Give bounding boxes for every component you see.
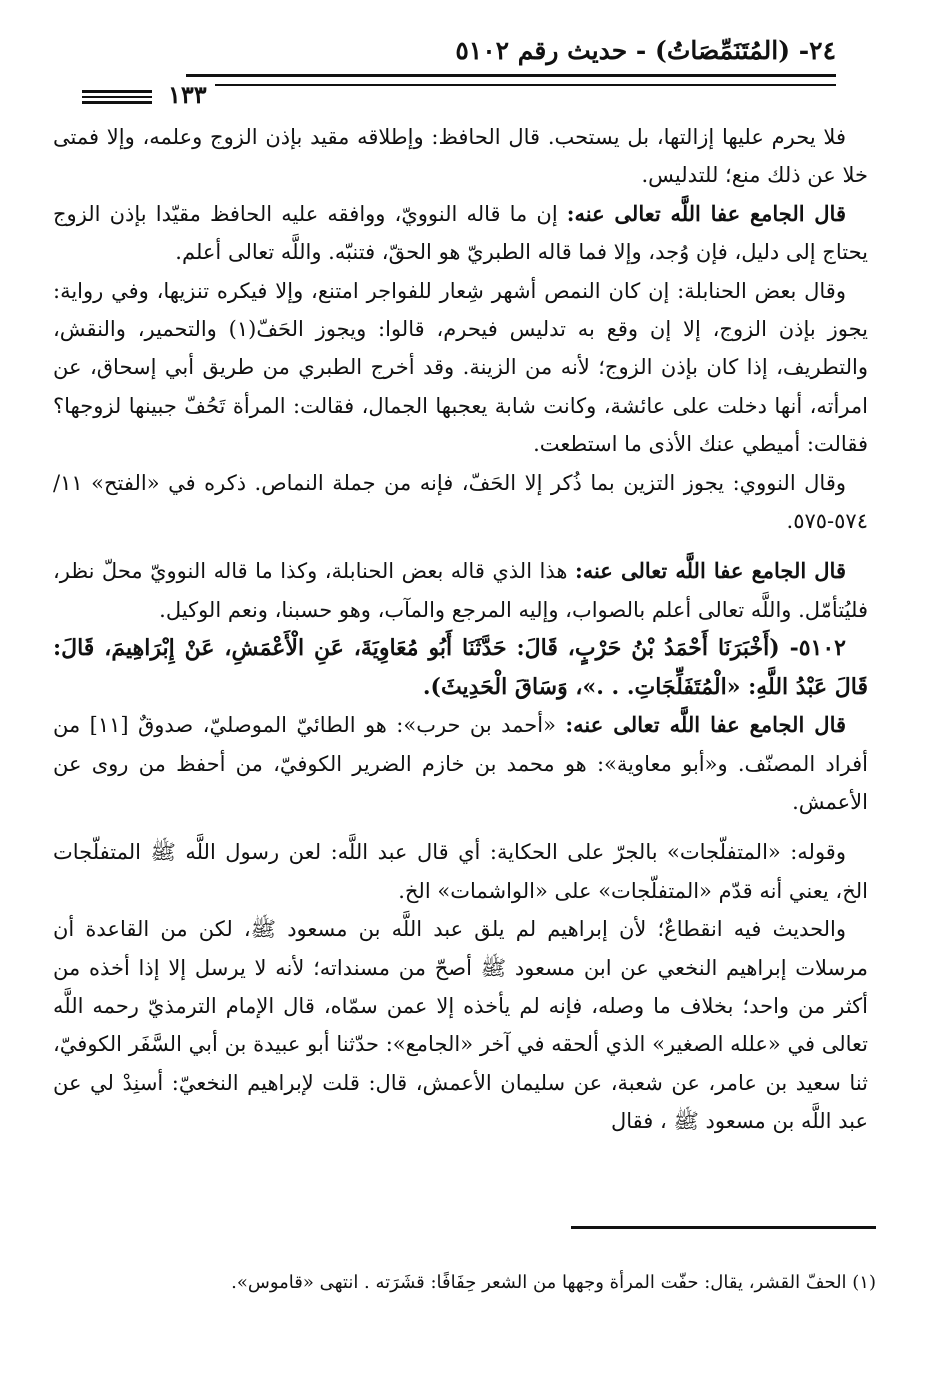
paragraph-text: هذا الذي قاله بعض الحنابلة، وكذا ما قاله النوويّ محلّ نظر، فليُتأمّل. واللَّه تعالى أعلم بالصواب، وإليه المرجع والمآب، وهو حسبنا، ونعم الوكيل. bbox=[53, 559, 868, 622]
paragraph: وقوله: «المتفلّجات» بالجرّ على الحكاية: أي قال عبد اللَّه: لعن رسول اللَّه ﷺ المتفلّجات الخ، يعني أنه قدّم «المتفلّجات» على «الواشمات» الخ. bbox=[53, 840, 868, 903]
header-divider bbox=[186, 74, 836, 86]
paragraph: والحديث فيه انقطاعٌ؛ لأن إبراهيم لم يلق عبد اللَّه بن مسعود ﷺ، لكن من القاعدة أن مرسلات إبراهيم النخعي عن ابن مسعود ﷺ أصحّ من مسنداته؛ لأنه لا يرسل إلا إذا أخذه من أكثر من واحد؛ بخلاف ما وصله، فإنه لم يأخذه إلا عمن سمّاه، قال الإمام الترمذيّ رحمه اللَّه تعالى في «علله الصغير» الذي ألحقه في آخر «الجامع»: حدّثنا أبو عبيدة بن أبي السَّفَر الكوفيّ، ثنا سعيد بن عامر، عن شعبة، عن سليمان الأعمش، قال: قلت لإبراهيم النخعيّ: أسنِدْ لي عن عبد اللَّه بن مسعود ﷺ ، فقال bbox=[53, 917, 868, 1134]
author-note-label: قال الجامع عفا اللَّه تعالى عنه: bbox=[574, 558, 846, 584]
author-note-label: قال الجامع عفا اللَّه تعالى عنه: bbox=[565, 712, 847, 738]
chapter-heading: ٢٤- (المُتَنَمِّصَاتُ) - حديث رقم ٥١٠٢ bbox=[455, 36, 836, 65]
paragraph bbox=[53, 195, 868, 272]
paragraph: وقال النووي: يجوز التزين بما ذُكر إلا الحَفّ، فإنه من جملة النماص. ذكره في «الفتح» ١١/ ٥٧٤-٥٧٥. bbox=[53, 470, 868, 534]
hadith-text: ٥١٠٢- (أَخْبَرَنَا أَحْمَدُ بْنُ حَرْبٍ، قَالَ: حَدَّثَنَا أَبُو مُعَاوِيَةَ، عَنِ الْأَعْمَشِ، عَنْ إِبْرَاهِيمَ، قَالَ: قَالَ عَبْدُ اللَّهِ: «الْمُتَفَلِّجَاتِ. . .»، وَسَاقَ الْحَدِيثَ). bbox=[53, 635, 868, 700]
paragraph-text: «أحمد بن حرب»: هو الطائيّ الموصليّ، صدوقٌ [١١] من أفراد المصنّف. و«أبو معاوية»: هو محمد بن خازم الضرير الكوفيّ، من أحفظ من روى عن الأعمش. bbox=[53, 713, 868, 814]
paragraph bbox=[53, 552, 868, 629]
footnote-divider bbox=[571, 1226, 876, 1229]
page-number-rules bbox=[82, 90, 152, 104]
paragraph bbox=[53, 706, 868, 821]
footnote: (١) الحفّ القشر، يقال: حفّت المرأة وجهها من الشعر حِفَافًا: قشَرَته . انتهى «قاموس». bbox=[231, 1272, 876, 1293]
paragraph: فلا يحرم عليها إزالتها، بل يستحب. قال الحافظ: وإطلاقه مقيد بإذن الزوج وعلمه، وإلا فمتى خلا عن ذلك منع؛ للتدليس. bbox=[53, 125, 868, 188]
author-note-label: قال الجامع عفا اللَّه تعالى عنه: bbox=[566, 200, 846, 226]
paragraph: وقال بعض الحنابلة: إن كان النمص أشهر شِعار للفواجر امتنع، وإلا فيكره تنزيها، وفي رواية: يجوز بإذن الزوج، إلا إن وقع به تدليس فيحرم، قالوا: ويجوز الحَفّ(١) والتحمير، والنقش، والتطريف، إذا كان بإذن الزوج؛ لأنه من الزينة. وقد أخرج الطبري من طريق أبي إسحاق، عن امرأته، أنها دخلت على عائشة، وكانت شابة يعجبها الجمال، فقالت: المرأة تَحُفّ جبينها لزوجها؟ فقالت: أميطي عنك الأذى ما استطعت. bbox=[53, 278, 868, 457]
main-text bbox=[53, 118, 868, 1141]
paragraph-text: إن ما قاله النوويّ، ووافقه عليه الحافظ مقيّدا بإذن الزوج يحتاج إلى دليل، فإن وُجد، وإلا فما قاله الطبريّ هو الحقّ، فتنبّه. واللَّه تعالى أعلم. bbox=[53, 201, 868, 265]
page-number: ١٣٣ bbox=[160, 80, 215, 109]
